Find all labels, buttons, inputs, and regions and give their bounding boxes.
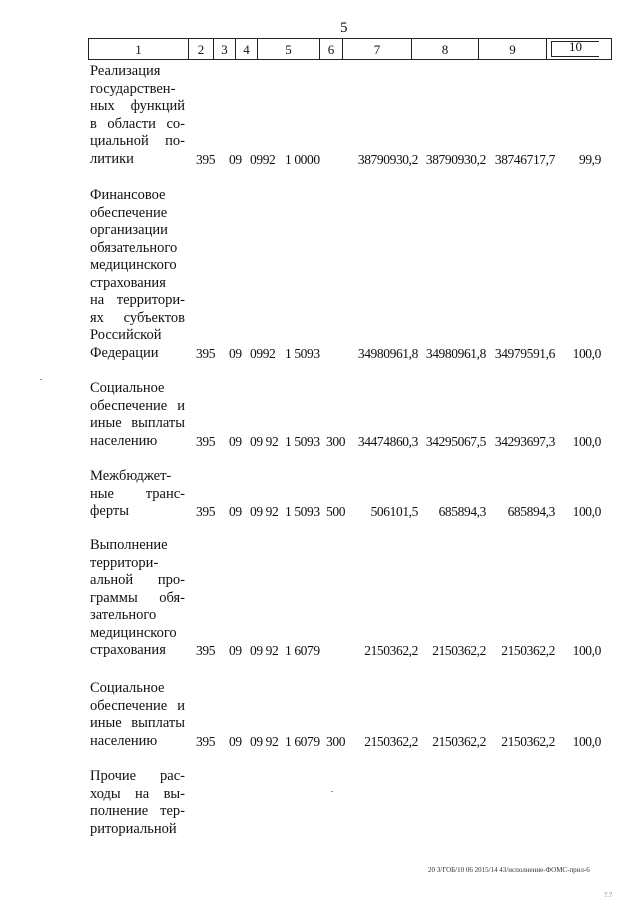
cell-c3: 09 (229, 345, 242, 361)
description-line: страхования (90, 274, 166, 291)
header-col-1: 1 (89, 39, 189, 59)
description-line: Выполнение (90, 537, 168, 553)
cell-c9: 34979591,6 (494, 345, 555, 361)
page-number: 5 (340, 20, 348, 36)
cell-c2: 395 (196, 643, 216, 658)
cell-c10: 100,0 (572, 643, 601, 658)
cell-c6: 300 (326, 733, 346, 749)
cell-c4: 0992 (250, 151, 276, 167)
cell-c5: 1 5093 (285, 504, 320, 519)
description-line: Федерации (90, 344, 159, 361)
description-line: Прочие рас- (90, 768, 185, 784)
description-line: альной про- (90, 572, 185, 588)
cell-c10: 100,0 (572, 345, 601, 361)
description-line: риториальной (90, 820, 177, 837)
cell-c2: 395 (196, 151, 216, 167)
cell-c9: 685894,3 (507, 504, 555, 519)
footer-file-path: 20 З/ГОБ/10 06 2015/14 43/исполнение-ФОМС-прил-6 (428, 866, 590, 874)
cell-c5: 1 5093 (285, 345, 320, 361)
description-line: Реализация (90, 63, 161, 79)
description-line: Социальное (90, 680, 165, 696)
description-line: Межбюджет- (90, 468, 172, 484)
description-line: иные выплаты (90, 415, 185, 431)
cell-c7: 38790930,2 (357, 151, 418, 167)
description-line: ферты (90, 503, 129, 519)
description-line: циальной по- (90, 133, 185, 149)
description-line: Финансовое (90, 187, 166, 203)
header-col-6: 6 (320, 39, 343, 59)
description-line: на территори- (90, 292, 185, 308)
header-col-7: 7 (343, 39, 412, 59)
cell-c8: 685894,3 (438, 504, 486, 519)
header-col-8: 8 (412, 39, 479, 59)
cell-c2: 395 (196, 504, 216, 519)
cell-c5: 1 0000 (285, 151, 320, 167)
description-line: обеспечение и (90, 697, 185, 714)
cell-c8: 2150362,2 (432, 733, 486, 749)
description-line: в области со- (90, 115, 185, 132)
description-line: медицинского (90, 257, 177, 273)
cell-c6: 500 (326, 504, 346, 519)
header-col-9: 9 (479, 39, 547, 59)
description-line: Социальное (90, 380, 165, 396)
cell-c2: 395 (196, 733, 216, 749)
cell-c9: 2150362,2 (501, 733, 555, 749)
header-col-5: 5 (258, 39, 320, 59)
cell-c9: 2150362,2 (501, 643, 555, 658)
cell-c8: 38790930,2 (425, 151, 486, 167)
cell-c4: 0992 (250, 345, 276, 361)
cell-c3: 09 (229, 643, 242, 658)
cell-c5: 1 5093 (285, 433, 320, 449)
header-col-10: 10 (551, 41, 599, 57)
cell-c2: 395 (196, 345, 216, 361)
description-line: литики (90, 150, 134, 167)
table-header (88, 38, 612, 60)
row-description (90, 537, 185, 660)
corner-mark: ?.? (604, 891, 612, 899)
description-line: ные транс- (90, 485, 185, 502)
cell-c3: 09 (229, 433, 242, 449)
cell-c3: 09 (229, 504, 242, 519)
description-line: населению (90, 432, 158, 449)
description-line: страхования (90, 642, 166, 658)
scan-speck (40, 379, 42, 380)
description-line: зательного (90, 607, 157, 623)
cell-c7: 34980961,8 (357, 345, 418, 361)
row-description (90, 187, 185, 362)
cell-c7: 34474860,3 (357, 433, 418, 449)
description-line: Российской (90, 327, 162, 343)
description-line: обеспечение (90, 204, 168, 221)
cell-c5: 1 6079 (285, 643, 320, 658)
cell-c8: 34980961,8 (425, 345, 486, 361)
cell-c4: 09 92 (250, 733, 279, 749)
description-line: населению (90, 732, 158, 749)
description-line: территори- (90, 554, 159, 571)
description-line: ях субъектов (90, 309, 185, 326)
header-col-4: 4 (236, 39, 258, 59)
row-description (90, 468, 185, 521)
cell-c5: 1 6079 (285, 733, 320, 749)
header-col-3: 3 (214, 39, 236, 59)
description-line: ходы на вы- (90, 785, 185, 802)
cell-c8: 2150362,2 (432, 643, 486, 658)
description-line: полнение тер- (90, 803, 185, 819)
cell-c4: 09 92 (250, 504, 279, 519)
cell-c9: 38746717,7 (494, 151, 555, 167)
row-description (90, 380, 185, 450)
description-line: граммы обя- (90, 589, 185, 606)
cell-c10: 100,0 (572, 733, 601, 749)
cell-c3: 09 (229, 151, 242, 167)
header-col-10-cell (547, 39, 603, 59)
header-col-2: 2 (189, 39, 214, 59)
cell-c2: 395 (196, 433, 216, 449)
cell-c6: 300 (326, 433, 346, 449)
row-description (90, 768, 185, 838)
description-line: ных функций (90, 98, 185, 114)
description-line: организации (90, 222, 168, 238)
scan-speck (331, 791, 333, 792)
row-description (90, 680, 185, 750)
description-line: государствен- (90, 80, 176, 97)
cell-c4: 09 92 (250, 433, 279, 449)
description-line: обеспечение и (90, 397, 185, 414)
cell-c10: 99,9 (578, 151, 601, 167)
row-description (90, 63, 185, 168)
cell-c4: 09 92 (250, 643, 279, 658)
description-line: обязательного (90, 239, 178, 256)
description-line: медицинского (90, 624, 177, 641)
cell-c8: 34295067,5 (425, 433, 486, 449)
cell-c7: 506101,5 (370, 504, 418, 519)
description-line: иные выплаты (90, 715, 185, 731)
cell-c7: 2150362,2 (364, 733, 418, 749)
cell-c3: 09 (229, 733, 242, 749)
cell-c7: 2150362,2 (364, 643, 418, 658)
cell-c10: 100,0 (572, 433, 601, 449)
cell-c9: 34293697,3 (494, 433, 555, 449)
cell-c10: 100,0 (572, 504, 601, 519)
